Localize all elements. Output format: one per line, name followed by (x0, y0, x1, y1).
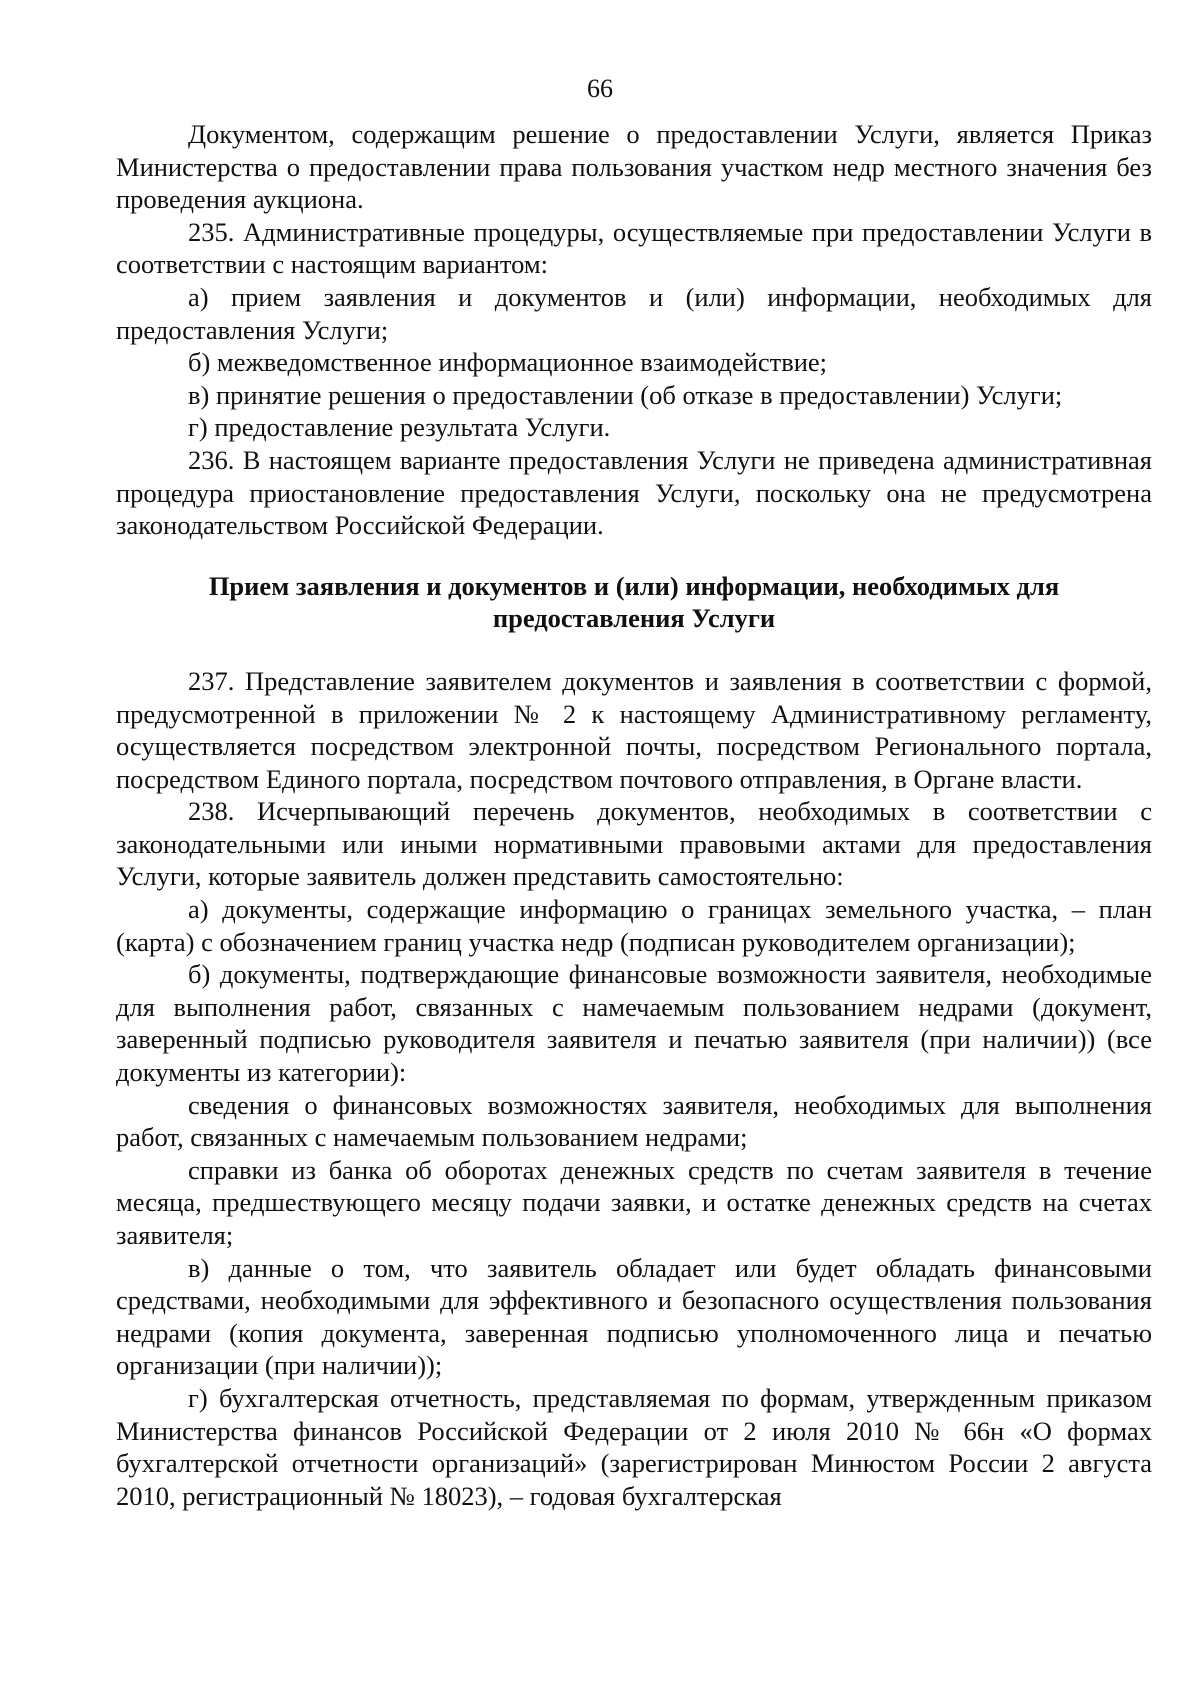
list-item-238-a: а) документы, содержащие информацию о границах земельного участка, – план (карта) с обозначением границ участка недр (подписан руководителем организации); (116, 894, 1152, 957)
paragraph-236: 236. В настоящем варианте предоставления Услуги не приведена административная процедура приостановление предоставления Услуги, поскольку она не предусмотрена законодательством Российской Федерации. (116, 444, 1152, 541)
page-number: 66 (587, 74, 613, 103)
list-item-238-b: б) документы, подтверждающие финансовые возможности заявителя, необходимые для выполнения работ, связанных с намечаемым пользованием недрами (документ, заверенный подписью руководителя заявителя и печатью заявителя (при наличии)) (все документы из категории): (116, 959, 1152, 1088)
document-body (116, 118, 1152, 1512)
list-item-238-v: в) данные о том, что заявитель обладает или будет обладать финансовыми средствами, необходимыми для эффективного и безопасного осуществления пользования недрами (копия документа, заверенная подписью уполномоченного лица и печатью организации (при наличии)); (116, 1252, 1152, 1381)
paragraph-238: 238. Исчерпывающий перечень документов, необходимых в соответствии с законодательными или иными нормативными правовыми актами для предоставления Услуги, которые заявитель должен представить самостоятельно: (116, 796, 1152, 892)
list-item-238-g: г) бухгалтерская отчетность, представляемая по формам, утвержденным приказом Министерства финансов Российской Федерации от 2 июля 2010 № 66н «О формах бухгалтерской отчетности организаций» (зарегистрирован Минюстом России 2 августа 2010, регистрационный № 18023), – годовая бухгалтерская (116, 1382, 1152, 1511)
sub-item-financial-info: сведения о финансовых возможностях заявителя, необходимых для выполнения работ, связанных с намечаемым пользованием недрами; (116, 1089, 1152, 1153)
section-heading: Прием заявления и документов и (или) информации, необходимых для предоставления Услуги (208, 570, 1060, 634)
list-item-235-g: г) предоставление результата Услуги. (188, 412, 611, 443)
sub-item-bank-statements: справки из банка об оборотах денежных средств по счетам заявителя в течение месяца, предшествующего месяцу подачи заявки, и остатке денежных средств на счетах заявителя; (116, 1154, 1152, 1250)
paragraph-decision-document: Документом, содержащим решение о предоставлении Услуги, является Приказ Министерства о предоставлении права пользования участком недр местного значения без проведения аукциона. (116, 119, 1152, 215)
paragraph-237: 237. Представление заявителем документов и заявления в соответствии с формой, предусмотренной в приложении № 2 к настоящему Административному регламенту, осуществляется посредством электронной почты, посредством Регионального портала, посредством Единого портала, посредством почтового отправления, в Органе власти. (116, 665, 1152, 794)
paragraph-235: 235. Административные процедуры, осуществляемые при предоставлении Услуги в соответствии с настоящим вариантом: (116, 216, 1152, 280)
list-item-235-a: а) прием заявления и документов и (или) информации, необходимых для предоставления Услуги; (116, 281, 1152, 345)
list-item-235-v: в) принятие решения о предоставлении (об отказе в предоставлении) Услуги; (188, 379, 1063, 410)
list-item-235-b: б) межведомственное информационное взаимодействие; (188, 347, 828, 378)
